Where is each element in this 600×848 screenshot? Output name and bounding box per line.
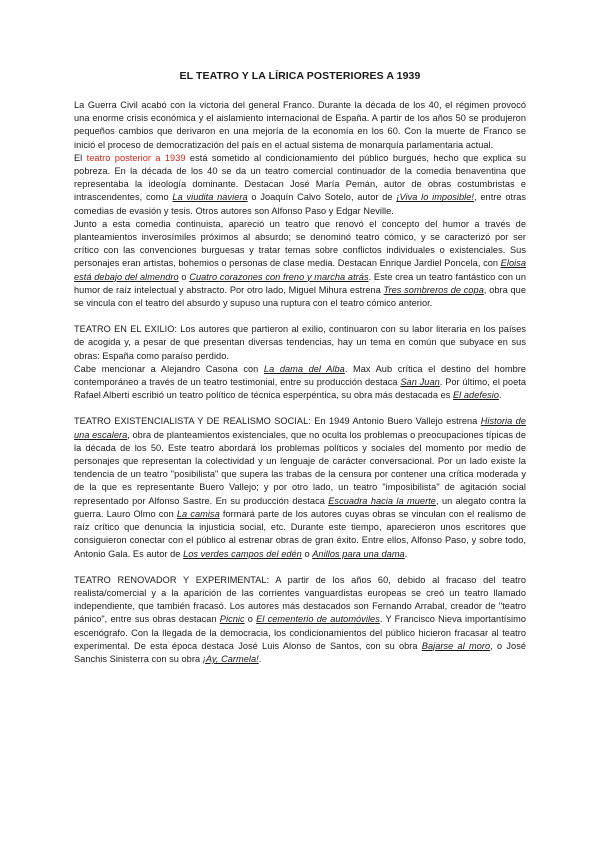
paragraph-context: La Guerra Civil acabó con la victoria del general Franco. Durante la década de los 40, el régimen provocó una enorme crisis económica y el aislamiento internacional de España. A partir de los años 50 se produjeron pequeños cambios que derivaron en una mejoría de la economía en los 60. Con la muerte de Franco se inició el proceso de democratización del país en el actual sistema de monarquía parlamentaria actual. bbox=[74, 100, 526, 150]
p6-text-5: o bbox=[301, 548, 313, 559]
teatro-posterior-link[interactable]: teatro posterior a 1939 bbox=[86, 152, 186, 163]
p5-text-2: . Max Aub crítica el destino del hombre contemporáneo a través de un teatro testimonial, entre su producción destaca bbox=[74, 363, 527, 388]
work-title-cementerio-automoviles: El cementerio de automóviles bbox=[256, 614, 380, 625]
p2-lead: El bbox=[74, 152, 87, 163]
work-title-escuadra-muerte: Escuadra hacia la muerte bbox=[328, 495, 436, 506]
document-title: EL TEATRO Y LA LÍRICA POSTERIORES A 1939 bbox=[179, 70, 421, 82]
p6-text-2: , obra de planteamientos existenciales, que no oculta los problemas o preocupaciones típicas de la década de los 50. Este teatro abordará los problemas políticos y sociales del momento por medio de personajes que representan la colectividad y un lenguaje de carácter conversacional. Por un lado existe la tendencia de un teatro "posibilista" que supera las trabas de la censura por contener una crítica moderada y de la que es representante Buero Vallejo; y por otro lado, un teatro "imposibilista" de agitación social representado por Alfonso Sastre. En su producción destaca bbox=[74, 429, 526, 506]
work-title-la-dama-del-alba: La dama del Alba bbox=[263, 363, 345, 374]
p3-text-3: . Este crea un teatro fantástico con un humor de raíz intelectual y abstracto. Por otro lado, Miguel Mihura estrena bbox=[74, 271, 526, 295]
p2-text-2: o Joaquín Calvo Sotelo, autor de bbox=[247, 192, 397, 203]
work-title-eloisa: Eloisa está debajo del almendro bbox=[74, 258, 526, 282]
p6-text-1: TEATRO EXISTENCIALISTA Y DE REALISMO SOCIAL: En 1949 Antonio Buero Vallejo estrena bbox=[74, 416, 481, 427]
p7-text-2: o bbox=[244, 614, 257, 625]
paragraph-exilio-autores bbox=[74, 363, 526, 403]
work-title-picnic: Picnic bbox=[219, 614, 245, 625]
p2-text-3: , entre otras comedias de evasión y tesis. Otros autores son Alfonso Paso y Edgar Neville. bbox=[74, 192, 526, 216]
p6-text-6: . bbox=[404, 548, 408, 559]
work-title-la-viudita-naviera: La viudita naviera bbox=[172, 192, 248, 203]
work-title-bajarse-al-moro: Bajarse al moro bbox=[421, 640, 491, 651]
p3-text-4: , obra que se vincula con el teatro del absurdo y supuso una ruptura con el teatro cómico anterior. bbox=[74, 284, 526, 309]
paragraph-exilio: TEATRO EN EL EXILIO: Los autores que partieron al exilio, continuaron con su labor literaria en los países de acogida y, a pesar de que presentan diversas tendencias, hay un tema en común que subyace en sus obras: España como paraíso perdido. bbox=[74, 324, 526, 361]
p2-text-1: está sometido al condicionamiento del público burgués, hecho que explica su pobreza. En la década de los 40 se da un teatro comercial continuador de la comedia benaventina que representaba la ideología dominante. Destacan José María Pemán, autor de obras costumbristas e intrascendentes, como bbox=[74, 152, 526, 203]
p3-text-1: Junto a esta comedia continuista, apareció un teatro que renovó el concepto del humor a través de planteamientos inverosímiles próximos al absurdo; se denominó teatro cómico, y se caracterizó por ser crítico con las convenciones burguesas y tratar temas sobre conflictos individuales o existenciales. Sus personajes eran artistas, bohemios o personas de clase media. Destacan Enrique Jardiel Poncela, con bbox=[74, 218, 526, 269]
p3-text-2: o bbox=[178, 271, 190, 282]
p7-text-5: . bbox=[258, 653, 262, 664]
p6-text-4: formará parte de los autores cuyas obras se vinculan con el realismo de raíz crítico que denuncia la injusticia social, etc. Durante este tiempo, aparecieron unos escritores que consiguieron conectar con el público al estrenar obras de gran éxito. Entre ellos, Alfonso Paso, y sobre todo, Antonio Gala. Es autor de bbox=[74, 508, 526, 559]
work-title-la-camisa: La camisa bbox=[176, 508, 220, 519]
work-title-anillos-dama: Anillos para una dama bbox=[312, 548, 405, 559]
paragraph-teatro-comico bbox=[74, 218, 526, 310]
paragraph-experimental bbox=[74, 574, 526, 666]
work-title-el-adefesio: El adefesio bbox=[453, 390, 500, 401]
work-title-san-juan: San Juan bbox=[400, 377, 440, 388]
work-title-verdes-campos: Los verdes campos del edén bbox=[183, 548, 302, 559]
p5-text-4: . bbox=[499, 390, 502, 401]
work-title-cuatro-corazones: Cuatro corazones con freno y marcha atrás bbox=[189, 271, 369, 282]
work-title-viva-lo-imposible: ¡Viva lo imposible! bbox=[396, 192, 475, 203]
p7-text-3: . Y Francisco Nieva importantísimo escenógrafo. Con la llegada de la democracia, los condicionamientos del público hicieron fracasar al teatro experimental. De esta época destaca José Luis Alonso de Santos, con su obra bbox=[74, 614, 527, 651]
p5-text-1: Cabe mencionar a Alejandro Casona con bbox=[74, 363, 264, 374]
paragraph-existencialista bbox=[74, 415, 526, 560]
work-title-tres-sombreros: Tres sombreros de copa bbox=[383, 284, 484, 295]
work-title-ay-carmela: ¡Ay, Carmela! bbox=[202, 653, 259, 664]
p7-text-1: TEATRO RENOVADOR Y EXPERIMENTAL: A partir de los años 60, debido al fracaso del teatro realista/comercial y a la aparición de las corrientes vanguardistas europeas se creó un teatro llamado independiente, que también fracasó. Los autores más destacados son Fernando Arrabal, creador de "teatro pánico", entre sus obras destacan bbox=[74, 574, 526, 625]
p5-text-3: . Por último, el poeta Rafael Alberti escribió un teatro político de técnica esperpéntica, su obra más destacada es bbox=[74, 377, 526, 401]
work-title-historia-escalera: Historia de una escalera bbox=[74, 416, 526, 440]
p6-text-3: , un alegato contra la guerra. Lauro Olmo con bbox=[74, 495, 526, 519]
p7-text-4: , o José Sanchis Sinisterra con su obra bbox=[74, 640, 526, 664]
paragraph-teatro-posterior bbox=[74, 152, 526, 218]
